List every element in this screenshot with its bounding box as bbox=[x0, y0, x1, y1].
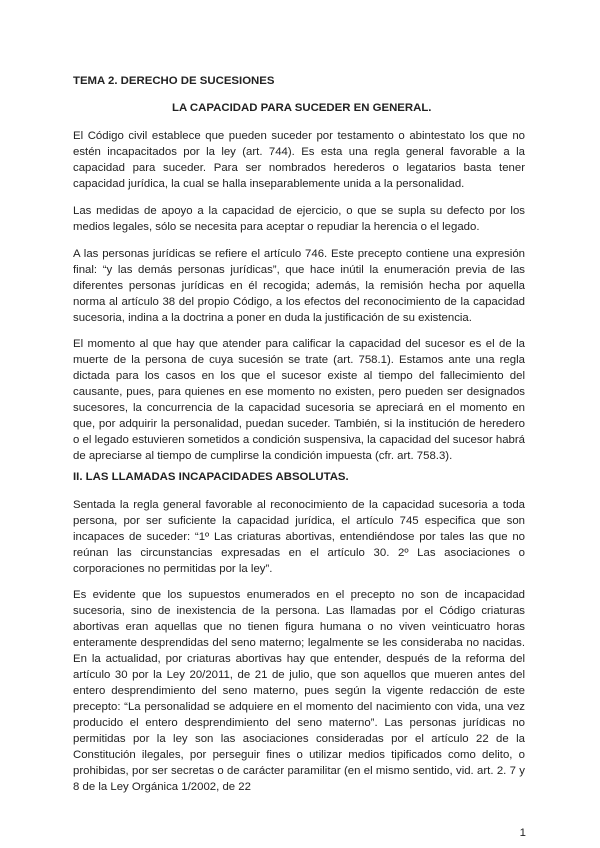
paragraph-capacity-general: El Código civil establece que pueden suceder por testamento o abintestato los que no estén incapacitados por la ley (art. 744). Es esta una regla general favorable a la capacidad para suceder. Para ser nombrados herederos o legatarios basta tener capacidad jurídica, la cual se halla inseparablemente unida a la personalidad. bbox=[73, 130, 525, 190]
paragraph-legal-persons: A las personas jurídicas se refiere el artículo 746. Este precepto contiene una expresión final: “y las demás personas jurídicas”, que hace inútil la enumeración previa de las diferentes personas jurídicas en él recogida; además, la remisión hecha por aquella norma al artículo 38 del propio Código, a los efectos del reconocimiento de la capacidad sucesoria, indina a la doctrina a poner en duda la justificación de su existencia. bbox=[73, 248, 525, 324]
subsection-title: II. LAS LLAMADAS INCAPACIDADES ABSOLUTAS. bbox=[73, 471, 349, 483]
topic-title: TEMA 2. DERECHO DE SUCESIONES bbox=[73, 75, 275, 87]
paragraph-relevant-moment: El momento al que hay que atender para calificar la capacidad del sucesor es el de la muerte de la persona de cuya sucesión se trate (art. 758.1). Estamos ante una regla dictada para los casos en los que el sucesor existe al tiempo del fallecimiento del causante, pues, para quienes en ese momento no existen, pero pueden ser designados sucesores, la concurrencia de la capacidad sucesoria se apreciará en el momento en que, por adquirir la personalidad, puedan suceder. También, si la institución de heredero o el legado estuvieren sometidos a condición suspensiva, la capacidad del sucesor habrá de apreciarse al tiempo de cumplirse la condición impuesta (cfr. art. 758.3). bbox=[73, 338, 525, 462]
paragraph-support-measures: Las medidas de apoyo a la capacidad de ejercicio, o que se supla su defecto por los medios legales, sólo se necesita para aceptar o repudiar la herencia o el legado. bbox=[73, 205, 525, 233]
paragraph-nonexistence: Es evidente que los supuestos enumerados en el precepto no son de incapacidad sucesoria, sino de inexistencia de la persona. Las llamadas por el Código criaturas abortivas eran aquellas que no tienen figura humana o no viven veinticuatro horas enteramente desprendidas del seno materno; legalmente se les consideraba no nacidas. En la actualidad, por criaturas abortivas hay que entender, después de la reforma del artículo 30 por la Ley 20/2011, de 21 de julio, que son aquellos que mueren antes del entero desprendimiento del seno materno, pues según la vigente redacción de este precepto: “La personalidad se adquiere en el momento del nacimiento con vida, una vez producido el entero desprendimiento del seno materno”. Las personas jurídicas no permitidas por la ley son las asociaciones consideradas por el artículo 22 de la Constitución ilegales, por perseguir fines o utilizar medios tipificados como delito, o prohibidas, por ser secretas o de carácter paramilitar (en el mismo sentido, vid. art. 2. 7 y 8 de la Ley Orgánica 1/2002, de 22 bbox=[73, 589, 525, 793]
page-number: 1 bbox=[519, 827, 526, 839]
section-title: LA CAPACIDAD PARA SUCEDER EN GENERAL. bbox=[172, 102, 432, 114]
paragraph-absolute-incapacities: Sentada la regla general favorable al reconocimiento de la capacidad sucesoria a toda persona, por ser suficiente la capacidad jurídica, el artículo 745 especifica que son incapaces de suceder: “1º Las criaturas abortivas, entendiéndose por tales las que no reúnan las circunstancias expresadas en el artículo 30. 2º Las asociaciones o corporaciones no permitidas por la ley”. bbox=[73, 499, 525, 575]
